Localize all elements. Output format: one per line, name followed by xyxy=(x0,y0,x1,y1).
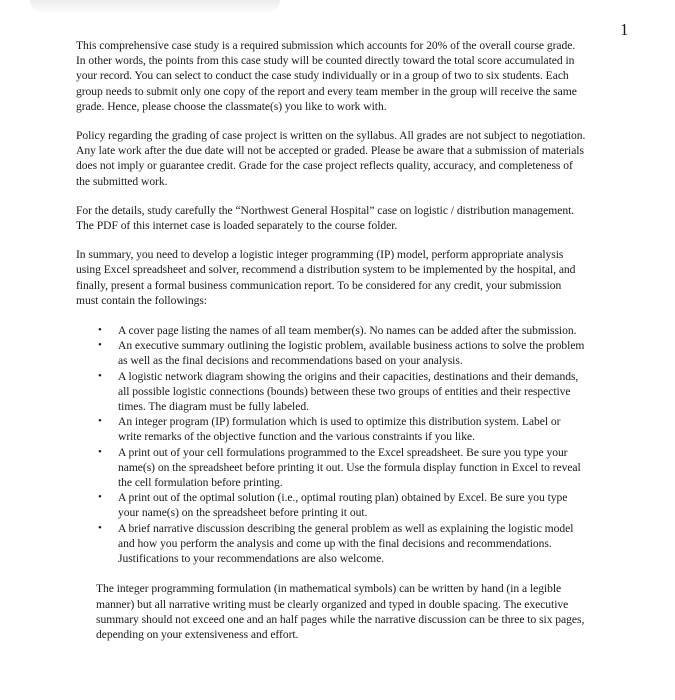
requirement-text: A cover page listing the names of all team member(s). No names can be added after the submission. xyxy=(118,324,577,338)
bullet-icon: • xyxy=(98,324,102,337)
list-item xyxy=(98,490,586,520)
bullet-icon: • xyxy=(98,415,102,428)
scan-shadow xyxy=(30,0,280,14)
requirement-text: An integer program (IP) formulation which is used to optimize this distribution system. Label or write remarks of the objective function and the various constraints if you like. xyxy=(118,415,561,444)
paragraph-grading-policy: Policy regarding the grading of case project is written on the syllabus. All grades are not subject to negotiation. Any late work after the due date will not be accepted or graded. Please be aware that a submission of materials does not imply or guarantee credit. Grade for the case project reflects quality, accuracy, and completeness of the submitted work. xyxy=(76,129,586,188)
bullet-icon: • xyxy=(98,521,102,534)
bullet-icon: • xyxy=(98,339,102,352)
paragraph-closing: The integer programming formulation (in mathematical symbols) can be written by hand (in a legible manner) but all narrative writing must be clearly organized and typed in double spacing. The executive summary should not exceed one and an half pages while the narrative discussion can be three to six pages, depending on your extensiveness and effort. xyxy=(96,582,585,641)
list-item xyxy=(98,323,586,338)
bullet-icon: • xyxy=(98,491,102,504)
list-item xyxy=(98,445,586,491)
paragraph-intro: This comprehensive case study is a required submission which accounts for 20% of the overall course grade. In other words, the points from this case study will be counted directly toward the total score accumulated in your record. You can select to conduct the case study individually or in a group of two to six students. Each group needs to submit only one copy of the report and every team member in the group will receive the same grade. Hence, please choose the classmate(s) you like to work with. xyxy=(76,39,577,113)
list-item xyxy=(98,338,586,368)
document-body xyxy=(76,38,586,642)
list-item xyxy=(98,414,586,444)
list-item xyxy=(98,369,586,415)
requirement-text: A logistic network diagram showing the origins and their capacities, destinations and their demands, all possible logistic connections (bounds) between these two groups of entities and their respective times. The diagram must be fully labeled. xyxy=(118,369,579,414)
paragraph-case-details: For the details, study carefully the “Northwest General Hospital” case on logistic / distribution management. The PDF of this internet case is loaded separately to the course folder. xyxy=(76,203,575,233)
bullet-icon: • xyxy=(98,369,102,382)
requirement-text: A brief narrative discussion describing the general problem as well as explaining the logistic model and how you perform the analysis and come up with the final decisions and recommendations. Justifications to your recommendations are also welcome. xyxy=(118,521,574,566)
paragraph-summary: In summary, you need to develop a logistic integer programming (IP) model, perform appropriate analysis using Excel spreadsheet and solver, recommend a distribution system to be implemented by the hospital, and finally, present a formal business communication report. To be considered for any credit, your submission must contain the followings: xyxy=(76,248,576,307)
list-item xyxy=(98,521,586,567)
requirement-text: An executive summary outlining the logistic problem, available business actions to solve the problem as well as the final decisions and recommendations based on your analysis. xyxy=(118,339,585,368)
requirements-list xyxy=(76,323,586,566)
requirement-text: A print out of the optimal solution (i.e., optimal routing plan) obtained by Excel. Be sure you type your name(s) on the spreadsheet before printing it out. xyxy=(118,491,568,520)
bullet-icon: • xyxy=(98,445,102,458)
page-number: 1 xyxy=(620,20,629,39)
requirement-text: A print out of your cell formulations programmed to the Excel spreadsheet. Be sure you type your name(s) on the spreadsheet before printing it out. Use the formula display function in Excel to reveal the cell formulation before printing. xyxy=(118,445,581,490)
